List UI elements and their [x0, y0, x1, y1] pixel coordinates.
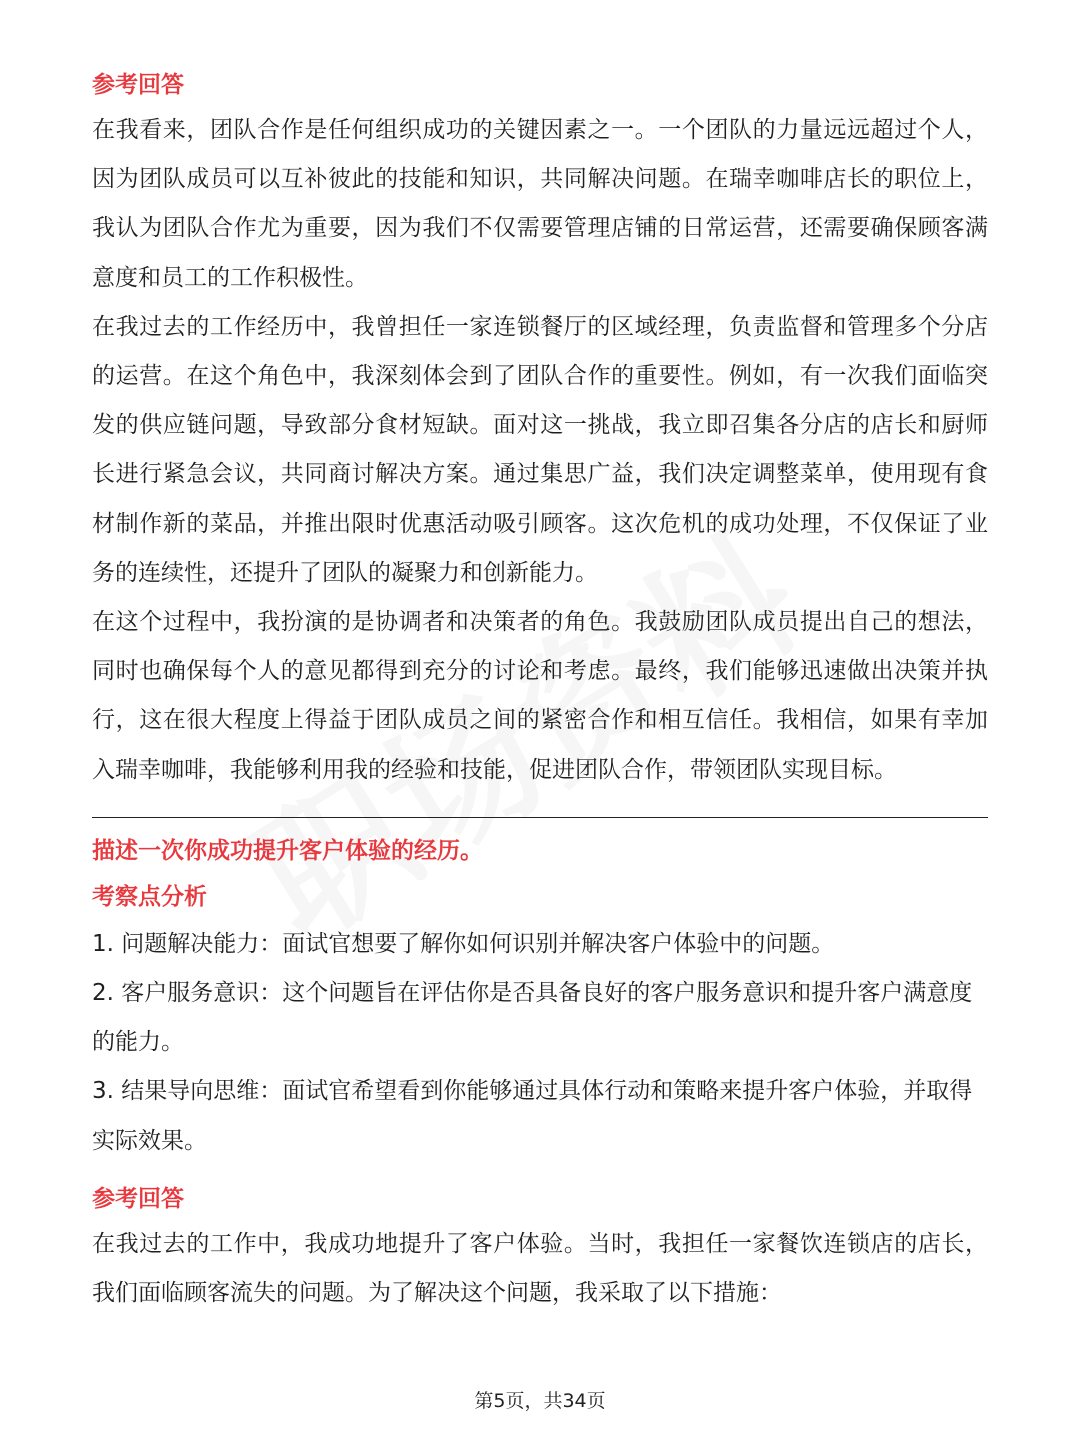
answer-paragraph: 在我看来，团队合作是任何组织成功的关键因素之一。一个团队的力量远远超过个人，因为团队成员可以互补彼此的技能和知识，共同解决问题。在瑞幸咖啡店长的职位上，我认为团队合作尤为重要，因为我们不仅需要管理店铺的日常运营，还需要确保顾客满意度和员工的工作积极性。 — [92, 117, 988, 291]
document-page — [92, 70, 988, 1318]
analysis-item: 1. 问题解决能力：面试官想要了解你如何识别并解决客户体验中的问题。 — [92, 930, 835, 957]
answer-paragraph: 在这个过程中，我扮演的是协调者和决策者的角色。我鼓励团队成员提出自己的想法，同时也确保每个人的意见都得到充分的讨论和考虑。最终，我们能够迅速做出决策并执行，这在很大程度上得益于团队成员之间的紧密合作和相互信任。我相信，如果有幸加入瑞幸咖啡，我能够利用我的经验和技能，促进团队合作，带领团队实现目标。 — [92, 609, 988, 783]
question-title: 描述一次你成功提升客户体验的经历。 — [92, 837, 483, 864]
spacer — [92, 1166, 988, 1184]
page-number: 第5页，共34页 — [474, 1390, 606, 1412]
section-label-answer: 参考回答 — [92, 72, 184, 98]
answer-paragraph: 在我过去的工作中，我成功地提升了客户体验。当时，我担任一家餐饮连锁店的店长，我们面临顾客流失的问题。为了解决这个问题，我采取了以下措施： — [92, 1230, 988, 1307]
analysis-label: 考察点分析 — [92, 883, 207, 910]
section-divider — [92, 817, 988, 818]
answer-paragraph: 在我过去的工作经历中，我曾担任一家连锁餐厅的区域经理，负责监督和管理多个分店的运营。在这个角色中，我深刻体会到了团队合作的重要性。例如，有一次我们面临突发的供应链问题，导致部分食材短缺。面对这一挑战，我立即召集各分店的店长和厨师长进行紧急会议，共同商讨解决方案。通过集思广益，我们决定调整菜单，使用现有食材制作新的菜品，并推出限时优惠活动吸引顾客。这次危机的成功处理，不仅保证了业务的连续性，还提升了团队的凝聚力和创新能力。 — [92, 313, 988, 586]
analysis-item: 2. 客户服务意识：这个问题旨在评估你是否具备良好的客户服务意识和提升客户满意度的能力。 — [92, 980, 973, 1056]
analysis-item: 3. 结果导向思维：面试官希望看到你能够通过具体行动和策略来提升客户体验，并取得实际效果。 — [92, 1078, 973, 1154]
section-label-answer-2: 参考回答 — [92, 1185, 184, 1212]
